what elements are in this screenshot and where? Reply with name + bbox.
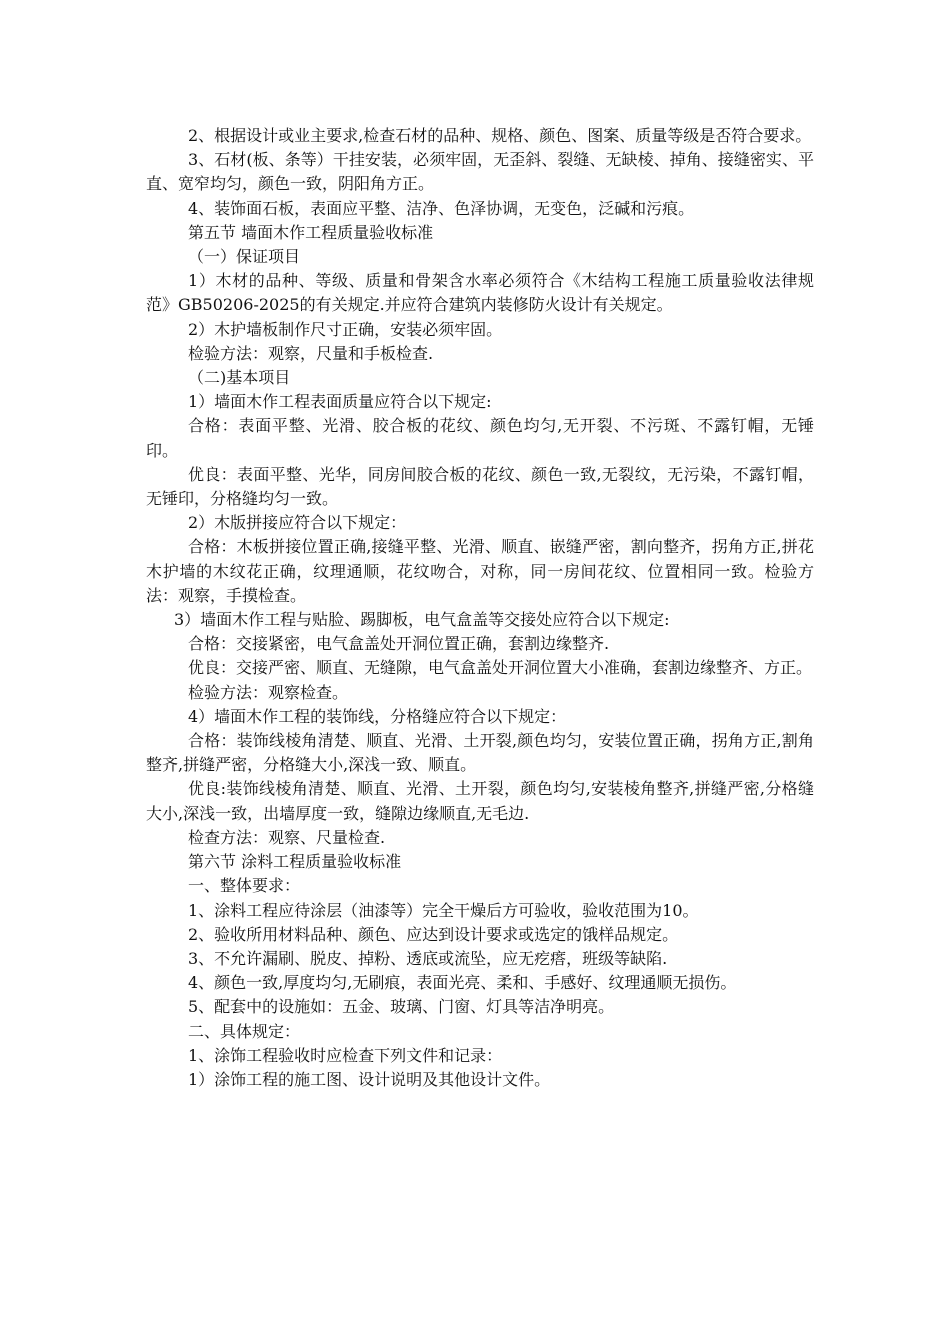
paragraph: 3、不允许漏刷、脱皮、掉粉、透底或流坠，应无疙瘩，班级等缺陷. <box>188 948 668 968</box>
paragraph: 2、根据设计或业主要求,检查石材的品种、规格、颜色、图案、质量等级是否符合要求。 <box>188 126 812 145</box>
paragraph: 4、装饰面石板，表面应平整、洁净、色泽协调，无变色，泛碱和污痕。 <box>188 198 695 218</box>
paragraph: （二)基本项目 <box>188 368 291 388</box>
paragraph: 1）木材的品种、等级、质量和骨架含水率必须符合《木结构工程施工质量验收法律规范》GB50206-2025的有关规定.并应符合建筑内装修防火设计有关规定。 <box>146 271 814 315</box>
paragraph: 1）涂饰工程的施工图、设计说明及其他设计文件。 <box>188 1069 551 1089</box>
paragraph: 5、配套中的设施如：五金、玻璃、门窗、灯具等洁净明亮。 <box>188 997 615 1017</box>
paragraph: 检查方法：观察、尺量检查. <box>188 827 386 847</box>
paragraph: 检验方法：观察，尺量和手板检查. <box>188 343 434 363</box>
paragraph: 2）木版拼接应符合以下规定： <box>188 513 407 533</box>
paragraph: 合格：表面平整、光滑、胶合板的花纹、颜色均匀,无开裂、不污斑、不露钉帽，无锤印。 <box>146 416 814 460</box>
paragraph: 检验方法：观察检查。 <box>188 682 349 702</box>
paragraph: 合格：装饰线棱角清楚、顺直、光滑、土开裂,颜色均匀，安装位置正确，拐角方正,割角整齐,拼缝严密，分格缝大小,深浅一致、顺直。 <box>146 731 814 775</box>
paragraph: 1、涂料工程应待涂层（油漆等）完全干燥后方可验收，验收范围为10。 <box>188 900 699 920</box>
paragraph: 二、具体规定： <box>188 1021 301 1041</box>
paragraph: 优良：表面平整、光华，同房间胶合板的花纹、颜色一致,无裂纹，无污染，不露钉帽，无锤印，分格缝均匀一致。 <box>146 464 814 509</box>
paragraph: 2、验收所用材料品种、颜色、应达到设计要求或选定的饿样品规定。 <box>188 924 679 944</box>
paragraph: 合格：交接紧密，电气盒盖处开洞位置正确，套割边缘整齐. <box>188 634 610 654</box>
paragraph: 3、石材(板、条等）干挂安装，必须牢固，无歪斜、裂缝、无缺棱、掉角、接缝密实、平直、宽窄均匀，颜色一致，阴阳角方正。 <box>146 150 814 194</box>
paragraph: 第五节 墙面木作工程质量验收标准 <box>188 222 434 242</box>
paragraph: （一）保证项目 <box>188 247 301 267</box>
paragraph: 2）木护墙板制作尺寸正确，安装必须牢固。 <box>188 319 503 339</box>
paragraph: 优良：交接严密、顺直、无缝隙，电气盒盖处开洞位置大小准确，套割边缘整齐、方正。 <box>188 658 813 678</box>
paragraph: 第六节 涂料工程质量验收标准 <box>188 852 402 872</box>
paragraph: 一、整体要求： <box>188 876 301 896</box>
paragraph: 合格：木板拼接位置正确,接缝平整、光滑、顺直、嵌缝严密，割向整齐，拐角方正,拼花木护墙的木纹花正确，纹理通顺，花纹吻合，对称，同一房间花纹、位置相同一致。检验方法：观察，手摸检查。 <box>146 537 814 605</box>
paragraph: 1、涂饰工程验收时应检查下列文件和记录： <box>188 1045 503 1065</box>
document-body <box>146 124 814 1092</box>
paragraph: 1）墙面木作工程表面质量应符合以下规定: <box>188 392 492 412</box>
paragraph: 3）墙面木作工程与贴脸、踢脚板，电气盒盖等交接处应符合以下规定: <box>174 610 670 630</box>
paragraph: 4、颜色一致,厚度均匀,无刷痕，表面光亮、柔和、手感好、纹理通顺无损伤。 <box>188 973 737 993</box>
paragraph: 优良:装饰线棱角清楚、顺直、光滑、土开裂，颜色均匀,安装棱角整齐,拼缝严密,分格缝大小,深浅一致，出墙厚度一致，缝隙边缘顺直,无毛边. <box>146 779 814 823</box>
paragraph: 4）墙面木作工程的装饰线，分格缝应符合以下规定： <box>188 706 567 726</box>
